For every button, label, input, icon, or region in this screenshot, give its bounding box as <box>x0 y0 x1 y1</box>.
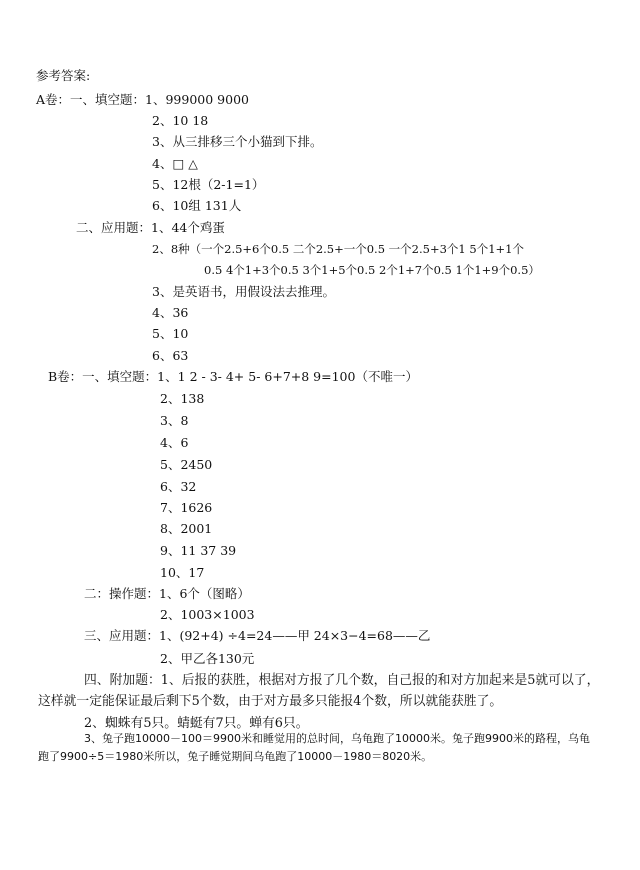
answer-line: 0.5 4个1+3个0.5 3个1+5个0.5 2个1+7个0.5 1个1+9个0.5） <box>204 263 540 277</box>
answer-line: B卷：一、填空题：1、1 2 - 3- 4+ 5- 6+7+8 9=100（不唯一） <box>48 369 418 384</box>
answer-line: 9、11 37 39 <box>160 543 237 558</box>
answer-line: 4、□ △ <box>152 156 198 171</box>
answer-heading: 参考答案: <box>36 68 91 83</box>
answer-line: 3、是英语书，用假设法去推理。 <box>152 284 335 299</box>
answer-line: 5、12根（2-1=1） <box>152 177 265 192</box>
answer-line: 三、应用题：1、(92+4) ÷4=24——甲 24×3−4=68——乙 <box>84 628 431 643</box>
answer-line: 5、2450 <box>160 457 213 472</box>
answer-line: 二：操作题：1、6个（图略） <box>84 586 250 601</box>
answer-line: 3、8 <box>160 413 189 428</box>
answer-line: 这样就一定能保证最后剩下5个数，由于对方最多只能报4个数，所以就能获胜了。 <box>38 694 503 709</box>
answer-line: A卷：一、填空题：1、999000 9000 <box>36 92 249 107</box>
answer-line: 10、17 <box>160 565 205 580</box>
answer-line: 4、36 <box>152 305 189 320</box>
answer-line: 6、32 <box>160 479 197 494</box>
answer-line: 2、10 18 <box>152 113 209 128</box>
answer-line: 5、10 <box>152 326 189 341</box>
answer-line: 二、应用题：1、44个鸡蛋 <box>76 220 225 235</box>
answer-line: 4、6 <box>160 435 189 450</box>
answer-line: 2、8种（一个2.5+6个0.5 二个2.5+一个0.5 一个2.5+3个1 5个1+1个 <box>152 242 524 256</box>
answer-line: 6、63 <box>152 348 189 363</box>
answer-line: 2、甲乙各130元 <box>160 651 255 666</box>
answer-line: 四、附加题：1、后报的获胜，根据对方报了几个数，自己报的和对方加起来是5就可以了， <box>84 673 600 688</box>
answer-line: 2、1003×1003 <box>160 607 255 622</box>
answer-line: 2、蜘蛛有5只。蜻蜓有7只。蝉有6只。 <box>84 716 309 731</box>
answer-line: 7、1626 <box>160 500 213 515</box>
answer-line: 8、2001 <box>160 521 213 536</box>
answer-line: 跑了9900÷5＝1980米所以，兔子睡觉期间乌龟跑了10000－1980＝8020米。 <box>38 750 433 763</box>
answer-line: 3、兔子跑10000－100＝9900米和睡觉用的总时间，乌龟跑了10000米。兔子跑9900米的路程，乌龟 <box>84 732 590 745</box>
answer-line: 6、10组 131人 <box>152 198 242 213</box>
answer-line: 2、138 <box>160 391 205 406</box>
answer-line: 3、从三排移三个小猫到下排。 <box>152 134 323 149</box>
